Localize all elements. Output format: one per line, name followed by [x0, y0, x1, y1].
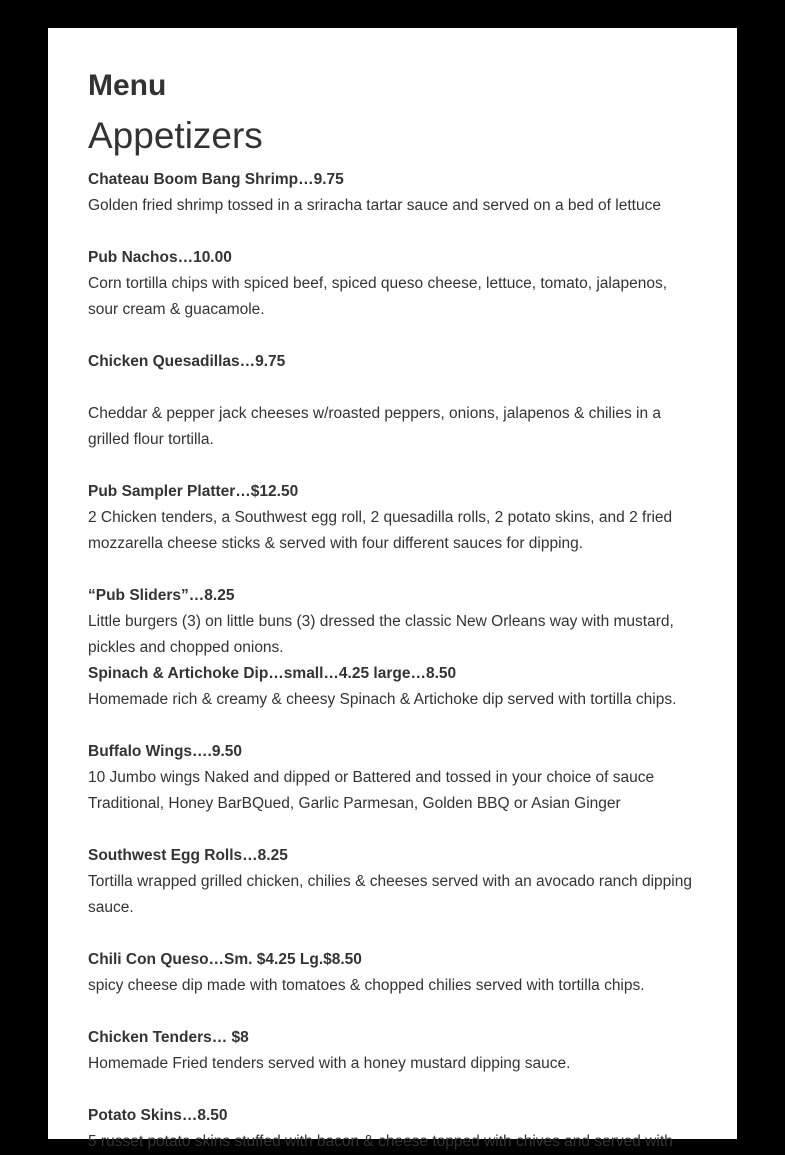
item-spacer — [88, 921, 698, 947]
menu-item-description: Cheddar & pepper jack cheeses w/roasted peppers, onions, jalapenos & chilies in a grilled flour tortilla. — [88, 405, 661, 448]
menu-item-name: Pub Sampler Platter…$12.50 — [88, 483, 299, 500]
menu-item-name: Spinach & Artichoke Dip…small…4.25 large…8.50 — [88, 665, 457, 682]
menu-item-name: Pub Nachos…10.00 — [88, 249, 232, 266]
menu-item-name: Chateau Boom Bang Shrimp…9.75 — [88, 171, 344, 188]
menu-item-description: Homemade Fried tenders served with a honey mustard dipping sauce. — [88, 1055, 571, 1072]
menu-item-description: Homemade rich & creamy & cheesy Spinach & Artichoke dip served with tortilla chips. — [88, 691, 677, 708]
item-spacer — [88, 375, 698, 401]
menu-item-description: Tortilla wrapped grilled chicken, chilies & cheeses served with an avocado ranch dipping sauce. — [88, 873, 692, 916]
item-spacer — [88, 713, 698, 739]
menu-item-description: Corn tortilla chips with spiced beef, spiced queso cheese, lettuce, tomato, jalapenos, sour cream & guacamole. — [88, 275, 667, 318]
item-spacer — [88, 999, 698, 1025]
menu-item-description: Golden fried shrimp tossed in a sriracha tartar sauce and served on a bed of lettuce — [88, 197, 661, 214]
menu-item-description: 5 russet potato skins stuffed with bacon & cheese topped with chives and served with — [88, 1133, 673, 1150]
menu-item-name: Chicken Quesadillas…9.75 — [88, 353, 286, 370]
menu-item-name: Chicken Tenders… $8 — [88, 1029, 249, 1046]
item-spacer — [88, 219, 698, 245]
menu-item-name: Potato Skins…8.50 — [88, 1107, 228, 1124]
menu-item-name: “Pub Sliders”…8.25 — [88, 587, 235, 604]
item-spacer — [88, 1077, 698, 1103]
page-title: Menu — [88, 69, 167, 102]
menu-item-description: spicy cheese dip made with tomatoes & chopped chilies served with tortilla chips. — [88, 977, 645, 994]
item-spacer — [88, 557, 698, 583]
section-title-appetizers: Appetizers — [88, 115, 263, 156]
menu-item-name: Southwest Egg Rolls…8.25 — [88, 847, 288, 864]
menu-item-description: Little burgers (3) on little buns (3) dressed the classic New Orleans way with mustard, pickles and chopped onions. — [88, 613, 674, 656]
item-spacer — [88, 817, 698, 843]
menu-page-card — [48, 28, 737, 1150]
menu-item-description: 10 Jumbo wings Naked and dipped or Battered and tossed in your choice of sauce Traditional, Honey BarBQued, Garlic Parmesan, Golden BBQ or Asian Ginger — [88, 769, 655, 812]
menu-item-description: 2 Chicken tenders, a Southwest egg roll, 2 quesadilla rolls, 2 potato skins, and 2 fried mozzarella cheese sticks & served with four different sauces for dipping. — [88, 509, 673, 552]
item-spacer — [88, 323, 698, 349]
menu-item-name: Chili Con Queso…Sm. $4.25 Lg.$8.50 — [88, 951, 362, 968]
item-spacer — [88, 453, 698, 479]
menu-item-list — [88, 167, 698, 1155]
menu-item-name: Buffalo Wings….9.50 — [88, 743, 243, 760]
